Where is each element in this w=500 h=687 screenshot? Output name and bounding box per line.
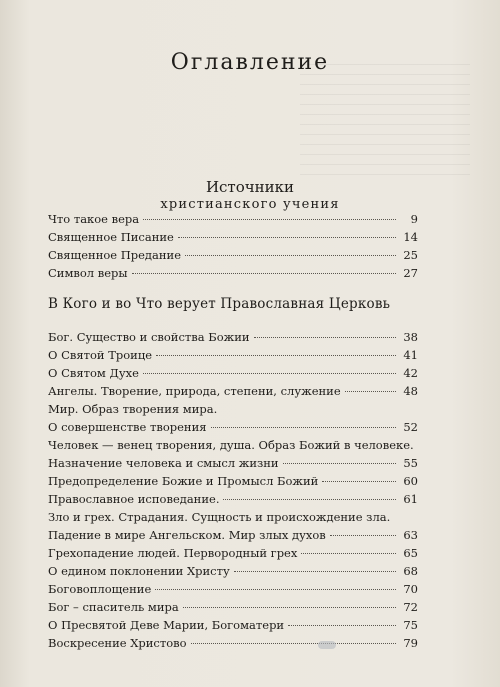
toc-entry[interactable] [48, 474, 418, 492]
toc-entry-text: О Святой Троице [48, 348, 153, 362]
toc-entry[interactable] [48, 248, 418, 266]
toc-entry-page: 60 [403, 474, 418, 488]
toc-entry-page: 55 [403, 456, 418, 470]
toc-entry-page: 52 [403, 420, 418, 434]
page-title: Оглавление [170, 50, 330, 75]
dot-leader [156, 354, 396, 356]
section-heading-sources [0, 178, 500, 214]
section-heading-line-2: христианского учения [160, 197, 340, 212]
toc-entry-page: 72 [403, 600, 418, 614]
toc-entry-page: 27 [403, 266, 418, 280]
dot-leader [330, 534, 396, 536]
page-smudge [318, 641, 336, 649]
toc-entry-text: Православное исповедание. [48, 492, 220, 506]
toc-entry-text: О совершенстве творения [48, 420, 207, 434]
dot-leader [288, 624, 396, 626]
toc-entry-text: Бог. Существо и свойства Божии [48, 330, 250, 344]
toc-entry-continued-text: Мир. Образ творения мира. [48, 402, 218, 416]
toc-entry[interactable] [48, 456, 418, 474]
dot-leader [223, 498, 396, 500]
toc-entry-text: Назначение человека и смысл жизни [48, 456, 279, 470]
dot-leader [143, 372, 396, 374]
toc-entry[interactable] [48, 212, 418, 230]
dot-leader [185, 254, 396, 256]
toc-entry[interactable] [48, 492, 418, 510]
toc-entry[interactable] [48, 348, 418, 366]
toc-entry-text: Падение в мире Ангельском. Мир злых духов [48, 528, 326, 542]
toc-entry-page: 25 [403, 248, 418, 262]
dot-leader [155, 588, 396, 590]
toc-entry[interactable] [48, 636, 418, 654]
dot-leader [178, 236, 396, 238]
toc-entry-page: 42 [403, 366, 418, 380]
toc-entry-text: О Пресвятой Деве Марии, Богоматери [48, 618, 285, 632]
toc-entry-text: Священное Предание [48, 248, 182, 262]
toc-entry[interactable] [48, 420, 418, 438]
toc-entry-text: О Святом Духе [48, 366, 139, 380]
toc-entry-text: О едином поклонении Христу [48, 564, 230, 578]
toc-entry-page: 41 [403, 348, 418, 362]
toc-entry[interactable] [48, 582, 418, 600]
section-heading-faith: В Кого и во Что верует Православная Церковь [48, 296, 391, 312]
toc-entry-text: Ангелы. Творение, природа, степени, служение [48, 384, 341, 398]
toc-entry[interactable] [48, 366, 418, 384]
dot-leader [345, 390, 396, 392]
toc-entry[interactable] [48, 564, 418, 582]
toc-entry-text: Что такое вера [48, 212, 140, 226]
dot-leader [254, 336, 396, 338]
toc-entry[interactable] [48, 600, 418, 618]
toc-entry[interactable] [48, 384, 418, 402]
toc-entry-page: 48 [403, 384, 418, 398]
toc-entry-page: 65 [403, 546, 418, 560]
toc-entry[interactable] [48, 528, 418, 546]
dot-leader [234, 570, 396, 572]
toc-entry-text: Воскресение Христово [48, 636, 187, 650]
toc-entry-page: 9 [410, 212, 418, 226]
toc-entry[interactable] [48, 266, 418, 284]
dot-leader [191, 642, 396, 644]
toc-entry-text: Боговоплощение [48, 582, 152, 596]
toc-entry-page: 75 [403, 618, 418, 632]
toc-entry-text: Предопределение Божие и Промысл Божий [48, 474, 319, 488]
toc-entry-page: 38 [403, 330, 418, 344]
toc-entry-text: Священное Писание [48, 230, 174, 244]
section-heading-line-1: Источники [205, 178, 295, 196]
toc-entry-text: Символ веры [48, 266, 128, 280]
toc-entry-page: 14 [403, 230, 418, 244]
dot-leader [283, 462, 396, 464]
dot-leader [183, 606, 396, 608]
toc-entry[interactable] [48, 330, 418, 348]
toc-entry-continued-text: Зло и грех. Страдания. Сущность и происхождение зла. [48, 510, 391, 524]
toc-entry-page: 61 [403, 492, 418, 506]
toc-entry-text: Грехопадение людей. Первородный грех [48, 546, 298, 560]
dot-leader [322, 480, 396, 482]
toc-entry-page: 79 [403, 636, 418, 650]
toc-entry[interactable] [48, 618, 418, 636]
dot-leader [143, 218, 396, 220]
toc-entry-text: Бог – спаситель мира [48, 600, 179, 614]
toc-entry-page: 70 [403, 582, 418, 596]
toc-entry-continued-text: Человек — венец творения, душа. Образ Божий в человеке. [48, 438, 414, 452]
toc-entry-page: 63 [403, 528, 418, 542]
toc-entry[interactable] [48, 546, 418, 564]
dot-leader [301, 552, 396, 554]
dot-leader [132, 272, 396, 274]
toc-entry-page: 68 [403, 564, 418, 578]
toc-entry[interactable] [48, 230, 418, 248]
dot-leader [211, 426, 396, 428]
